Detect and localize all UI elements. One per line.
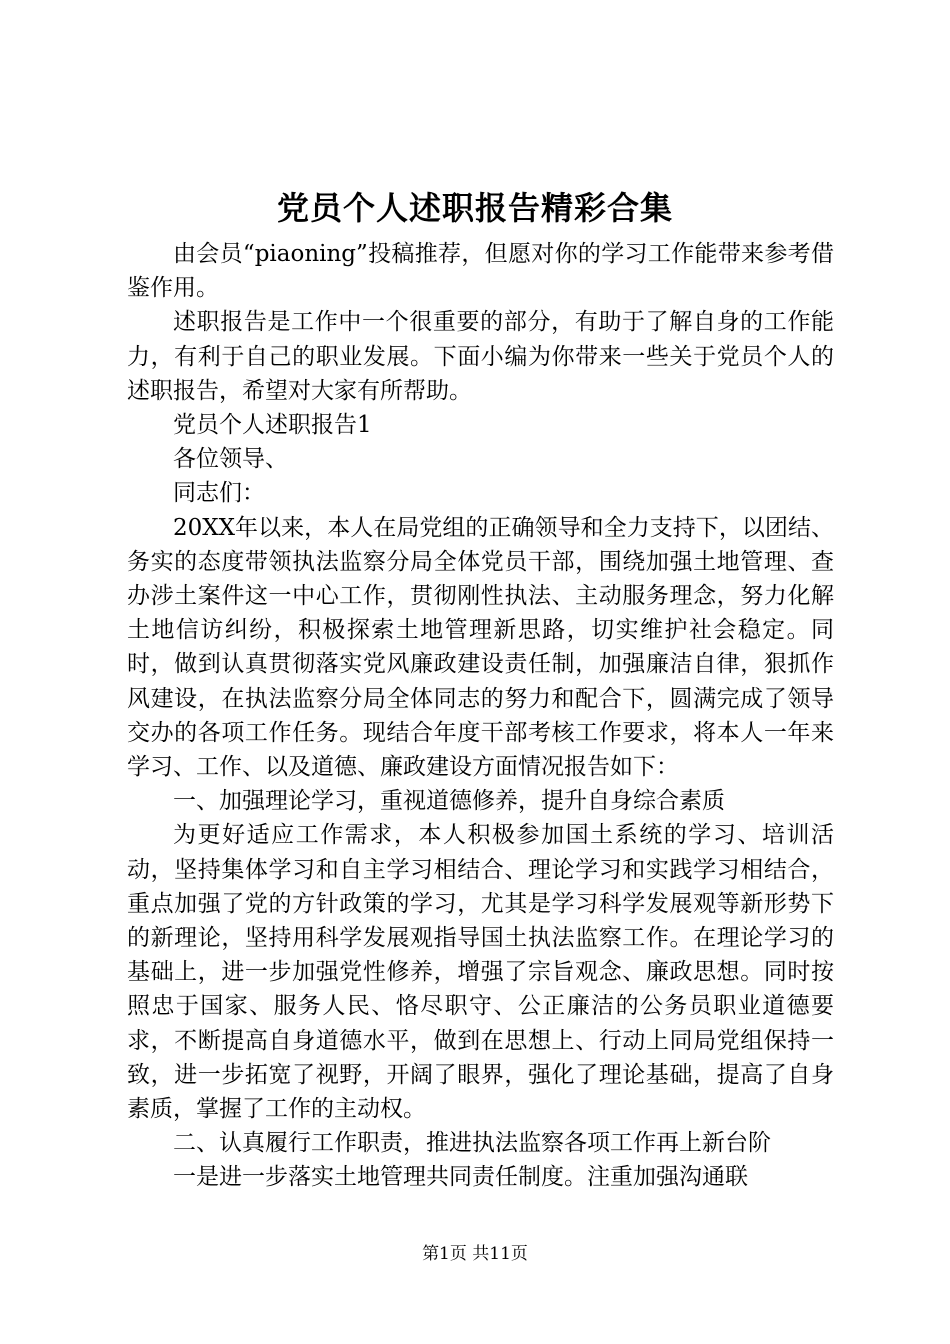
paragraph-annual-summary: 20XX年以来，本人在局党组的正确领导和全力支持下，以团结、务实的态度带领执法监察分局全体党员干部，围绕加强土地管理、查办涉土案件这一中心工作，贯彻刚性执法、主动服务理念，努力化解土地信访纠纷，积极探索土地管理新思路，切实维护社会稳定。同时，做到认真贯彻落实党风廉政建设责任制，加强廉洁自律，狠抓作风建设，在执法监察分局全体同志的努力和配合下，圆满完成了领导交办的各项工作任务。现结合年度干部考核工作要求，将本人一年来学习、工作、以及道德、廉政建设方面情况报告如下：	[127, 514, 834, 781]
section-heading-theory-study: 一、加强理论学习，重视道德修养，提升自身综合素质	[173, 788, 725, 815]
paragraph-theory-study: 为更好适应工作需求，本人积极参加国土系统的学习、培训活动，坚持集体学习和自主学习相结合、理论学习和实践学习相结合，重点加强了党的方针政策的学习，尤其是学习科学发展观等新形势下的新理论，坚持用科学发展观指导国土执法监察工作。在理论学习的基础上，进一步加强党性修养，增强了宗旨观念、廉政思想。同时按照忠于国家、服务人民、恪尽职守、公正廉洁的公务员职业道德要求，不断提高自身道德水平，做到在思想上、行动上同局党组保持一致，进一步拓宽了视野，开阔了眼界，强化了理论基础，提高了自身素质，掌握了工作的主动权。	[127, 822, 834, 1123]
salutation-leaders: 各位领导、	[173, 446, 288, 473]
section-heading-duties: 二、认真履行工作职责，推进执法监察各项工作再上新台阶	[173, 1130, 771, 1157]
paragraph-responsibility-system: 一是进一步落实土地管理共同责任制度。注重加强沟通联	[173, 1164, 748, 1191]
salutation-comrades: 同志们：	[173, 480, 265, 507]
paragraph-intro-contributor: 由会员“piaoning”投稿推荐，但愿对你的学习工作能带来参考借鉴作用。	[127, 241, 834, 302]
document-body	[127, 237, 834, 1195]
section-heading-report-1: 党员个人述职报告1	[173, 412, 372, 439]
page-footer: 第1页 共11页	[422, 1244, 528, 1264]
document-title: 党员个人述职报告精彩合集	[276, 189, 673, 227]
paragraph-intro-description: 述职报告是工作中一个很重要的部分，有助于了解自身的工作能力，有利于自己的职业发展。下面小编为你带来一些关于党员个人的述职报告，希望对大家有所帮助。	[127, 309, 834, 404]
